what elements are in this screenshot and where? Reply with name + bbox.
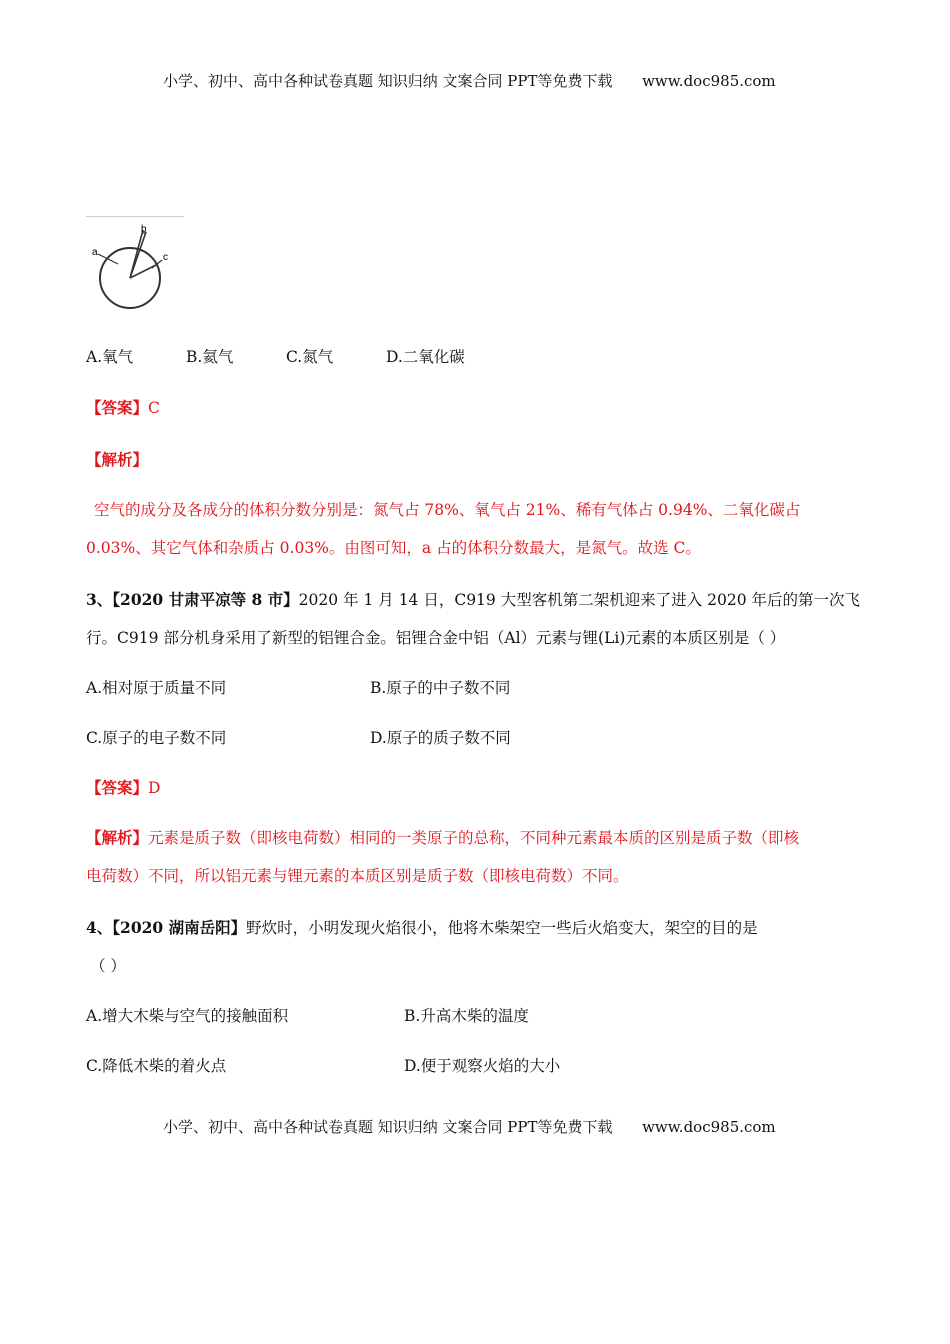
q4-option-b: B.升高木柴的温度 (404, 1007, 529, 1025)
q3-option-a: A.相对原于质量不同 (86, 679, 227, 697)
q3-stem-text1: 2020 年 1 月 14 日，C919 大型客机第二架机迎来了进入 2020 年后的第一次飞 (298, 591, 861, 609)
q3-analysis-line1-wrap (86, 828, 799, 848)
header-url: www.doc985.com (642, 72, 776, 90)
label-b: b (141, 224, 147, 235)
q3-option-b: B.原子的中子数不同 (370, 679, 511, 697)
q3-analysis-line2: 电荷数）不同，所以铝元素与锂元素的本质区别是质子数（即核电荷数）不同。 (86, 867, 629, 885)
q3-analysis-tag: 【解析】 (86, 828, 149, 847)
q4-option-c: C.降低木柴的着火点 (86, 1057, 227, 1075)
q2-option-b: B.氦气 (186, 348, 234, 366)
q2-answer-value: C (148, 399, 160, 417)
page-header (163, 70, 776, 91)
header-text: 小学、初中、高中各种试卷真题 知识归纳 文案合同 PPT等免费下载 (163, 72, 613, 90)
figure-rule (86, 216, 184, 217)
q4-option-a: A.增大木柴与空气的接触面积 (86, 1007, 289, 1025)
q4-number: 4、 (86, 918, 113, 937)
label-a: a (92, 247, 98, 258)
q3-stem-line1 (86, 590, 860, 610)
q2-option-d: D.二氧化碳 (386, 348, 465, 366)
q3-source: 【2020 甘肃平凉等 8 市】 (112, 590, 299, 609)
q4-option-d: D.便于观察火焰的大小 (404, 1057, 561, 1075)
q3-stem-line2: 行。C919 部分机身采用了新型的铝锂合金。铝锂合金中铝（Al）元素与锂(Li)元素的本质区别是（ ） (86, 629, 786, 647)
q4-stem-line1 (86, 918, 758, 938)
q3-answer-tag: 【答案】 (86, 778, 149, 797)
label-c: c (163, 252, 168, 263)
q2-analysis-line1: 空气的成分及各成分的体积分数分别是：氮气占 78%、氧气占 21%、稀有气体占 0.94%、二氧化碳占 (94, 501, 801, 519)
q4-stem-text1: 野炊时，小明发现火焰很小，他将木柴架空一些后火焰变大，架空的目的是 (246, 919, 758, 937)
q2-analysis-line2: 0.03%、其它气体和杂质占 0.03%。由图可知，a 占的体积分数最大，是氮气。故选 C。 (86, 539, 701, 557)
q2-answer-tag: 【答案】 (86, 398, 149, 417)
q2-option-c: C.氮气 (286, 348, 334, 366)
q2-answer (86, 398, 160, 418)
q3-answer (86, 778, 160, 798)
q3-option-d: D.原子的质子数不同 (370, 729, 511, 747)
q4-stem-line2: （ ） (90, 957, 126, 975)
q2-analysis-tag: 【解析】 (86, 450, 149, 469)
page-footer (163, 1116, 776, 1137)
q3-option-c: C.原子的电子数不同 (86, 729, 227, 747)
q4-source: 【2020 湖南岳阳】 (112, 918, 247, 937)
q3-answer-value: D (148, 779, 161, 797)
leader-a (98, 254, 118, 264)
q3-analysis-line1: 元素是质子数（即核电荷数）相同的一类原子的总称，不同种元素最本质的区别是质子数（即核 (148, 829, 800, 847)
footer-text: 小学、初中、高中各种试卷真题 知识归纳 文案合同 PPT等免费下载 (163, 1118, 613, 1136)
q3-number: 3、 (86, 590, 113, 609)
footer-url: www.doc985.com (642, 1118, 776, 1136)
air-composition-figure (86, 222, 186, 314)
q2-option-a: A.氧气 (86, 348, 134, 366)
